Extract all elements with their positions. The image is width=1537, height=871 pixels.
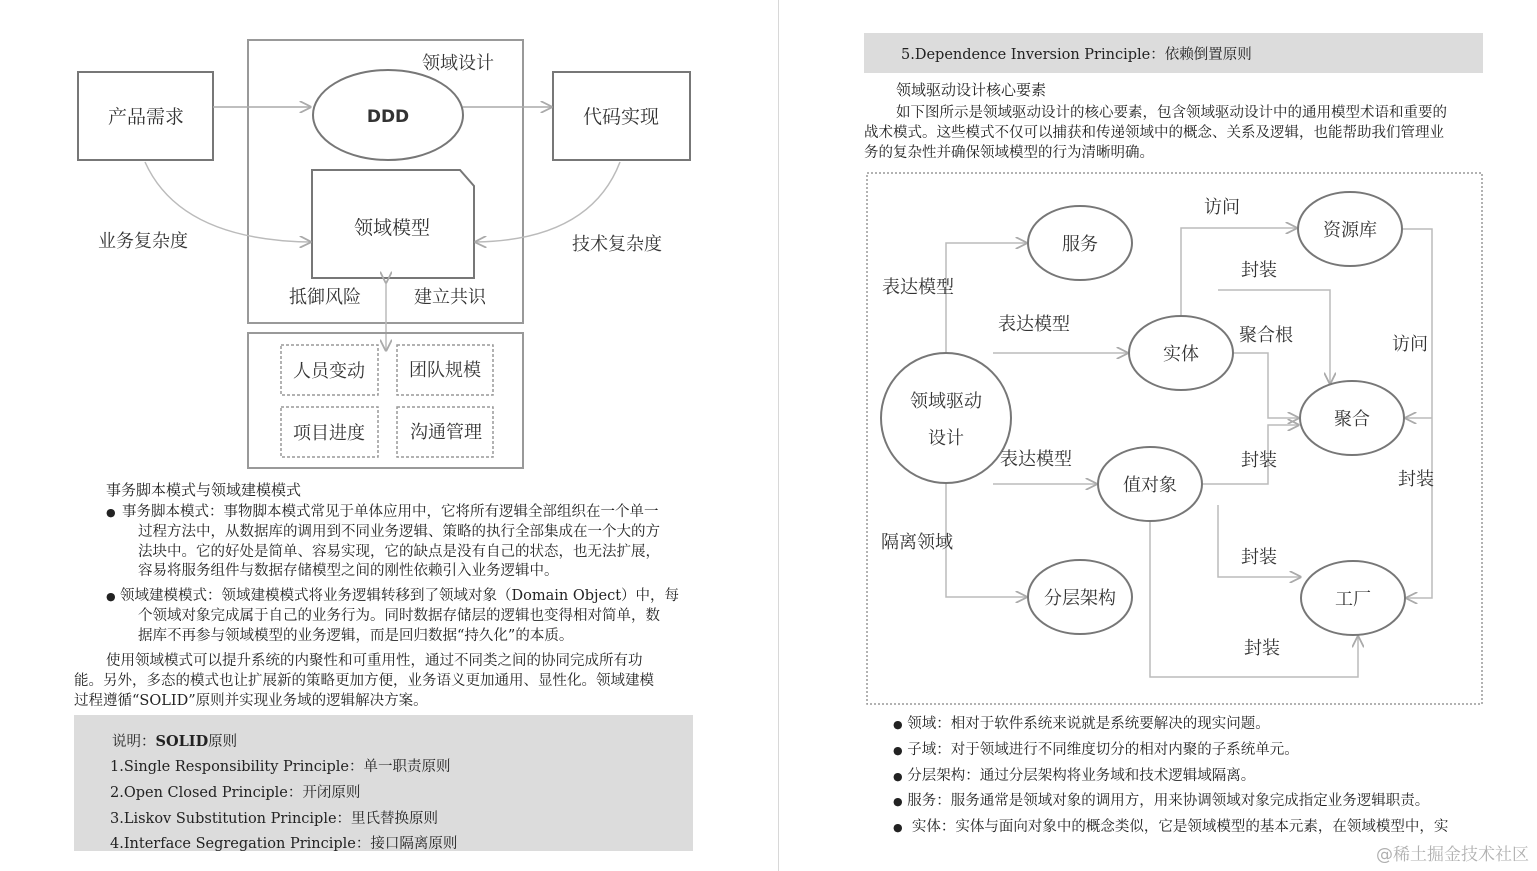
domain-design-label: 领域设计 xyxy=(422,53,494,74)
bullet-line: 法块中。它的好处是简单、容易实现，它的缺点是没有自己的状态，也无法扩展， xyxy=(138,543,660,560)
layered-arch-node: 分层架构 xyxy=(1044,588,1116,609)
repository-node: 资源库 xyxy=(1323,220,1377,241)
bullet-dot: ● xyxy=(893,743,903,757)
list-item-text: 服务：服务通常是领域对象的调用方，用来协调领域对象完成指定业务逻辑职责。 xyxy=(907,793,1430,810)
bullet-line: 领域建模模式：领域建模模式将业务逻辑转移到了领域对象（Domain Object）中，每 xyxy=(120,588,680,604)
bullet-line: 容易将服务组件与数据存储模型之间的刚性依赖引入业务逻辑中。 xyxy=(138,563,559,580)
watermark: @稀土掘金技术社区 xyxy=(1376,845,1529,865)
solid-item: 3.Liskov Substitution Principle：里氏替换原则 xyxy=(110,811,439,827)
edge-label: 聚合根 xyxy=(1239,325,1293,346)
service-node: 服务 xyxy=(1062,234,1098,255)
resist-risk-label: 抵御风险 xyxy=(289,287,361,308)
solid-title-suffix: 原则 xyxy=(208,734,238,750)
edge-label: 表达模型 xyxy=(998,314,1070,335)
bullet-line: 事务脚本模式：事物脚本模式常见于单体应用中，它将所有逻辑全部组织在一个单一 xyxy=(122,504,659,520)
list-item xyxy=(893,738,1448,764)
code-impl-label: 代码实现 xyxy=(582,106,660,128)
section-heading-left: 事务脚本模式与领域建模模式 xyxy=(106,481,302,499)
paragraph-line: 务的复杂性并确保领域模型的行为清晰明确。 xyxy=(864,144,1154,161)
domain-model-label: 领域模型 xyxy=(353,217,431,239)
edge-label: 封装 xyxy=(1398,469,1434,490)
bullet-dot: ● xyxy=(106,506,116,519)
ddd-label: DDD xyxy=(366,107,410,127)
paragraph-line: 使用领域模式可以提升系统的内聚性和可重用性，通过不同类之间的协同完成所有功 xyxy=(106,653,643,669)
list-item-text: 领域：相对于软件系统来说就是系统要解决的现实问题。 xyxy=(907,716,1270,732)
edge-label: 访问 xyxy=(1204,197,1240,218)
edge-label: 封装 xyxy=(1241,450,1277,471)
product-req-label: 产品需求 xyxy=(107,106,185,128)
build-consensus-label: 建立共识 xyxy=(414,287,486,308)
solid-title-bold: SOLID xyxy=(155,733,209,750)
paragraph-line: 能。另外，多态的模式也让扩展新的策略更加方便，业务语义更加通用、显性化。领域建模 xyxy=(74,672,654,689)
list-item xyxy=(893,789,1448,815)
edge-label: 封装 xyxy=(1241,547,1277,568)
ddd-node-label: 领域驱动 xyxy=(910,391,982,412)
paragraph-line: 战术模式。这些模式不仅可以捕获和传递领域中的概念、关系及逻辑，也能帮助我们管理业 xyxy=(864,124,1444,141)
edge-label: 访问 xyxy=(1392,334,1428,355)
biz-complexity-label: 业务复杂度 xyxy=(98,231,188,252)
section-heading-right: 领域驱动设计核心要素 xyxy=(896,81,1047,99)
paragraph-line: 如下图所示是领域驱动设计的核心要素，包含领域驱动设计中的通用模型术语和重要的 xyxy=(896,105,1447,121)
edge-label: 封装 xyxy=(1244,638,1280,659)
team-size-label: 团队规模 xyxy=(409,360,481,381)
solid-item: 2.Open Closed Principle：开闭原则 xyxy=(110,785,361,801)
entity-node: 实体 xyxy=(1163,344,1199,365)
bullet-dot: ● xyxy=(893,821,903,835)
solid-item: 4.Interface Segregation Principle：接口隔离原则 xyxy=(110,836,458,852)
list-item-text: 实体：实体与面向对象中的概念类似，它是领域模型的基本元素，在领域模型中，实 xyxy=(911,819,1449,836)
bullet-line: 据库不再参与领域模型的业务逻辑，而是回归数据“持久化”的本质。 xyxy=(138,627,574,644)
bullet-dot: ● xyxy=(893,769,903,783)
aggregate-node: 聚合 xyxy=(1334,409,1370,430)
value-object-node: 值对象 xyxy=(1123,475,1177,496)
bullet-line: 过程方法中，从数据库的调用到不同业务逻辑、策略的执行全部集成在一个大的方 xyxy=(138,523,660,540)
ddd-node-label: 设计 xyxy=(928,428,964,449)
list-item-text: 子域：对于领域进行不同维度切分的相对内聚的子系统单元。 xyxy=(907,741,1299,758)
bullet-dot: ● xyxy=(893,795,903,809)
core-elements-list xyxy=(893,712,1448,841)
solid-item: 1.Single Responsibility Principle：单一职责原则 xyxy=(110,759,451,775)
bullet-line: 个领域对象完成属于自己的业务行为。同时数据存储层的逻辑也变得相对简单，数 xyxy=(138,607,660,624)
project-progress-label: 项目进度 xyxy=(293,423,365,444)
factory-node: 工厂 xyxy=(1335,589,1371,610)
list-item xyxy=(893,815,1448,841)
tech-complexity-label: 技术复杂度 xyxy=(572,234,662,255)
bullet-dot: ● xyxy=(106,590,116,603)
edge-label: 表达模型 xyxy=(882,277,954,298)
edge-label: 封装 xyxy=(1241,260,1277,281)
list-item-text: 分层架构：通过分层架构将业务域和技术逻辑域隔离。 xyxy=(907,767,1256,784)
solid-title-prefix: 说明： xyxy=(112,734,156,750)
list-item xyxy=(893,764,1448,790)
edge-label: 表达模型 xyxy=(1000,449,1072,470)
paragraph-line: 过程遵循“SOLID”原则并实现业务域的逻辑解决方案。 xyxy=(74,692,428,709)
solid-item: 5.Dependence Inversion Principle：依赖倒置原则 xyxy=(901,47,1252,63)
staff-change-label: 人员变动 xyxy=(293,361,365,382)
bullet-dot: ● xyxy=(893,718,903,731)
edge-label: 隔离领域 xyxy=(881,532,953,553)
communication-label: 沟通管理 xyxy=(410,422,482,443)
list-item xyxy=(893,712,1448,738)
